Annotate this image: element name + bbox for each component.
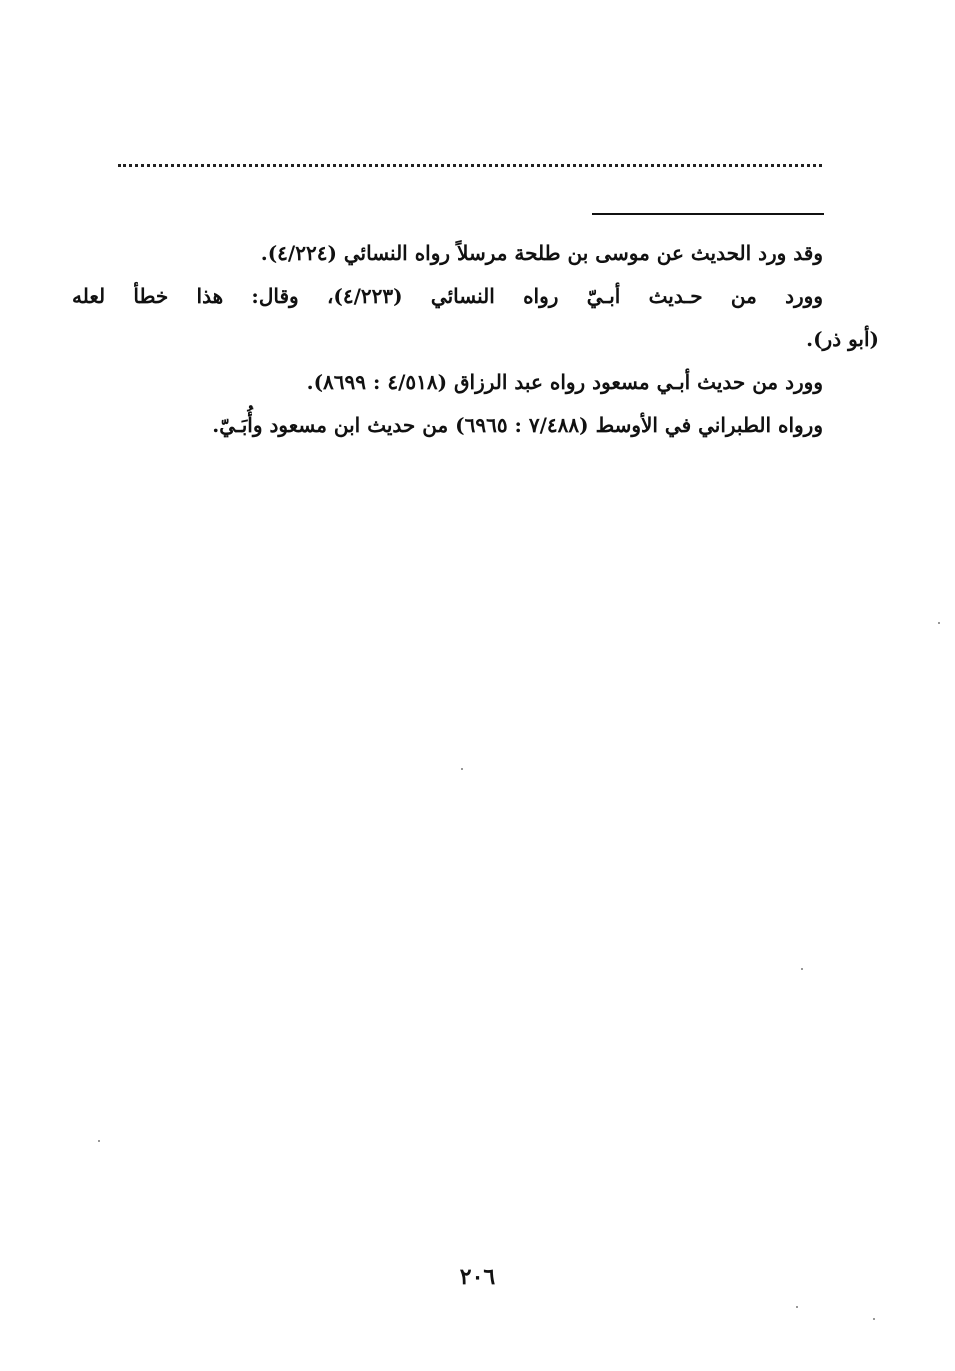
footnote-line-1: وقد ورد الحديث عن موسى بن طلحة مرسلاً رواه النسائي (٤/٢٢٤). [260,241,823,265]
page-number: ٢٠٦ [459,1264,496,1290]
footnote-line-4: وورد من حديث أبـي مسعود رواه عبد الرزاق (٤/٥١٨ : ٨٦٩٩). [306,370,823,394]
scan-speck [873,1318,875,1320]
footnote-separator-line [592,213,824,215]
scan-speck [801,968,803,970]
footnotes-block [72,232,879,447]
dotted-separator [118,164,822,167]
scan-speck [98,1140,100,1142]
scan-speck [938,622,940,624]
scan-speck [461,768,463,770]
footnote-line-5: ورواه الطبراني في الأوسط (٧/٤٨٨ : ٦٩٦٥) من حديث ابن مسعود وأُبَـيّ. [212,413,823,437]
scan-speck [796,1306,798,1308]
footnote-line-3: (أبو ذر). [806,327,879,351]
footnote-line-2: وورد من حـديث أبـيّ رواه النسائي (٤/٢٢٣)، وقال: هذا خطأ لعله [72,284,823,308]
